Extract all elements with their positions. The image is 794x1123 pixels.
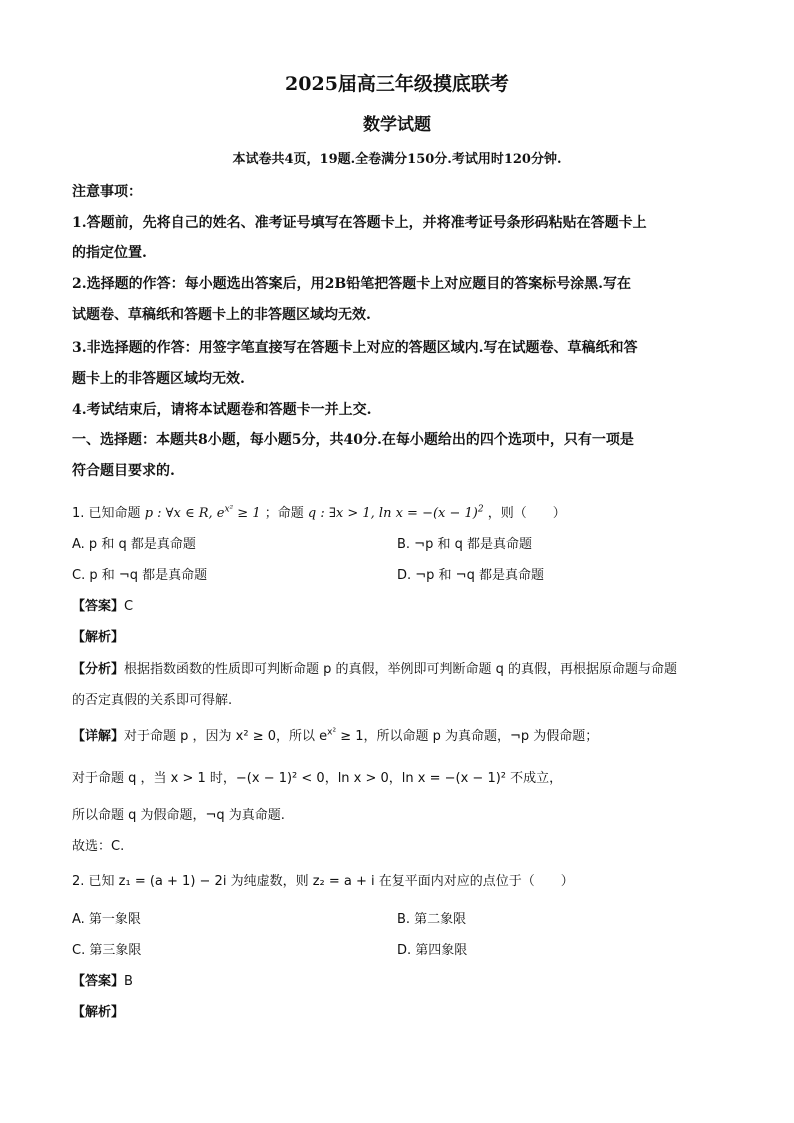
q2-answer-value: B (124, 974, 133, 989)
q1-p-rest: ≥ 1 (233, 506, 261, 521)
q1-mid: ；命题 (264, 506, 304, 521)
note-1-line-1: 1.答题前，先将自己的姓名、准考证号填写在答题卡上，并将准考证号条形码粘贴在答题卡上 (72, 215, 647, 231)
q1-fenxi-text-1: 根据指数函数的性质即可判断命题 p 的真假，举例即可判断命题 q 的真假，再根据原命题与命题 (124, 662, 678, 677)
q1-choose: 故选：C. (72, 839, 125, 854)
q1-detail-line-2: 对于命题 q ，当 x > 1 时，−(x − 1)² < 0，ln x > 0，ln x = −(x − 1)² 不成立， (72, 771, 563, 786)
notes-heading: 注意事项： (72, 184, 142, 200)
q2-option-a: A. 第一象限 (72, 912, 141, 927)
note-3-line-1: 3.非选择题的作答：用签字笔直接写在答题卡上对应的答题区域内.写在试题卷、草稿纸和答 (72, 340, 638, 356)
note-2-line-2: 试题卷、草稿纸和答题卡上的非答题区域均无效. (72, 307, 371, 323)
q1-option-b: B. ¬p 和 q 都是真命题 (397, 537, 532, 552)
q1-analysis-label: 【解析】 (72, 630, 125, 645)
q2-analysis-label: 【解析】 (72, 1005, 125, 1020)
q1-q-expression (308, 506, 484, 521)
q1-fenxi-line-2: 的否定真假的关系即可得解. (72, 693, 233, 708)
question-1-stem (72, 504, 566, 524)
q1-p-expression (145, 506, 261, 521)
note-1-line-2: 的指定位置. (72, 245, 147, 261)
q1-q-expr-text: q : ∃x > 1, ln x = −(x − 1) (307, 506, 478, 521)
q1-p-exponent: x² (224, 504, 234, 515)
q1-option-c: C. p 和 ¬q 都是真命题 (72, 568, 208, 583)
q1-option-a: A. p 和 q 都是真命题 (72, 537, 196, 552)
q2-answer-label: 【答案】 (72, 974, 125, 989)
note-4: 4.考试结束后，请将本试题卷和答题卡一并上交. (72, 402, 372, 418)
question-2-stem: 2. 已知 z₁ = (a + 1) − 2i 为纯虚数，则 z₂ = a + i 在复平面内对应的点位于（ ） (72, 874, 574, 889)
q1-detail-exponent: x² (327, 727, 337, 738)
q2-option-b: B. 第二象限 (397, 912, 467, 927)
q1-fenxi-label: 【分析】 (72, 662, 125, 677)
q1-detail-text-1-rest: ≥ 1，所以命题 p 为真命题，¬p 为假命题； (336, 729, 599, 744)
q1-answer (72, 597, 133, 617)
q1-suffix: ，则（ ） (487, 506, 566, 521)
note-3-line-2: 题卡上的非答题区域均无效. (72, 371, 245, 387)
q1-prefix: 1. 已知命题 (72, 506, 141, 521)
q1-detail-line-1 (72, 727, 598, 747)
q2-option-c: C. 第三象限 (72, 943, 142, 958)
q1-p-expr-text: p : ∀x ∈ R, e (144, 506, 225, 521)
q2-answer (72, 972, 133, 992)
q1-detail-label: 【详解】 (72, 729, 125, 744)
exam-title: 2025届高三年级摸底联考 (285, 73, 509, 95)
section-1-line-1: 一、选择题：本题共8小题，每小题5分，共40分.在每小题给出的四个选项中，只有一项是 (72, 432, 634, 448)
q1-answer-value: C (124, 599, 134, 614)
q1-answer-label: 【答案】 (72, 599, 125, 614)
q1-q-exponent: 2 (477, 504, 484, 515)
section-1-line-2: 符合题目要求的. (72, 463, 175, 479)
q1-fenxi-line-1 (72, 660, 677, 680)
exam-info: 本试卷共4页，19题.全卷满分150分.考试用时120分钟. (232, 152, 562, 167)
q2-option-d: D. 第四象限 (397, 943, 468, 958)
q1-option-d: D. ¬p 和 ¬q 都是真命题 (397, 568, 544, 583)
exam-subtitle: 数学试题 (363, 115, 431, 135)
q1-detail-line-3: 所以命题 q 为假命题，¬q 为真命题. (72, 808, 285, 823)
q1-detail-text-1: 对于命题 p ，因为 x² ≥ 0，所以 e (124, 729, 328, 744)
note-2-line-1: 2.选择题的作答：每小题选出答案后，用2B铅笔把答题卡上对应题目的答案标号涂黑.写在 (72, 276, 632, 292)
